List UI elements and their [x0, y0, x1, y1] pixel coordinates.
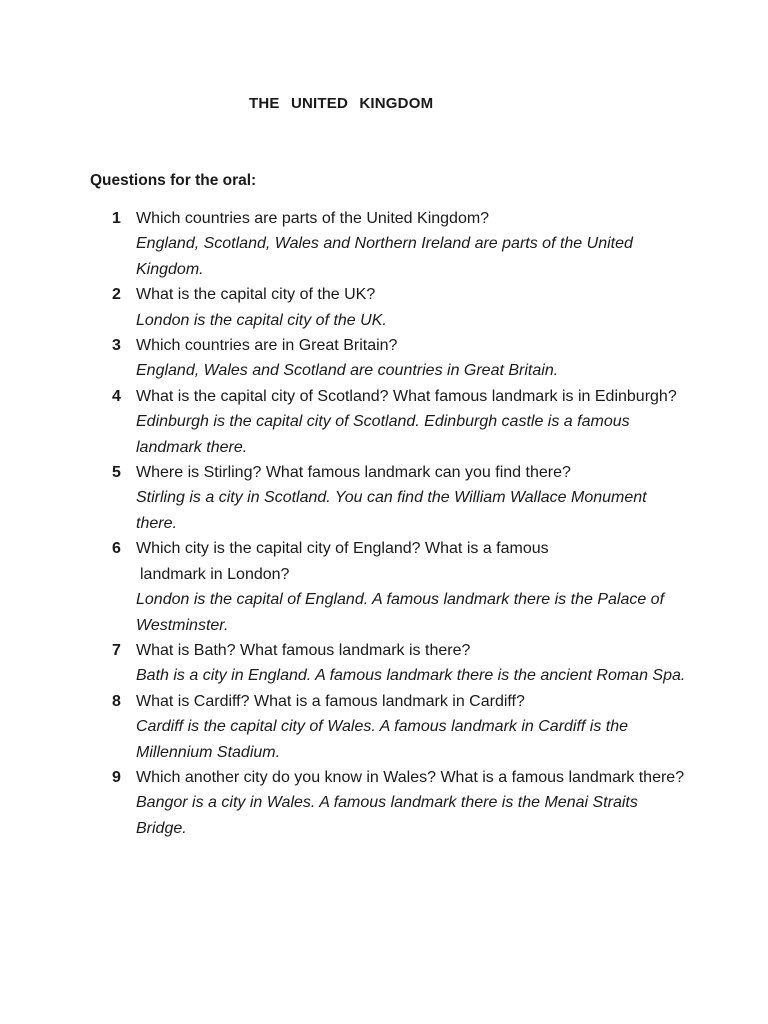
answer-text: England, Scotland, Wales and Northern Ireland are parts of the United Kingdom. [136, 235, 633, 278]
answer-text: Bangor is a city in Wales. A famous landmark there is the Menai Straits Bridge. [136, 794, 638, 837]
answer-text: Cardiff is the capital city of Wales. A famous landmark in Cardiff is the Millennium Stadium. [136, 718, 629, 761]
question-text: Which countries are in Great Britain? [136, 337, 398, 355]
answer-text: Bath is a city in England. A famous landmark there is the ancient Roman Spa. [136, 667, 686, 685]
item-number: 5 [112, 464, 121, 482]
item-number: 9 [112, 768, 121, 786]
item-number: 6 [112, 540, 121, 558]
question-text: Which countries are parts of the United Kingdom? [136, 210, 490, 227]
list-item [106, 282, 686, 333]
item-number: 8 [112, 692, 121, 710]
answer-text: Edinburgh is the capital city of Scotland. Edinburgh castle is a famous landmark there. [136, 413, 630, 456]
question-text: What is Cardiff? What is a famous landmark in Cardiff? [136, 692, 525, 710]
question-text: What is Bath? What famous landmark is there? [136, 641, 471, 659]
question-text: What is the capital city of Scotland? What famous landmark is in Edinburgh? [136, 387, 677, 405]
list-item [106, 333, 686, 384]
list-item [106, 765, 686, 841]
question-text: Where is Stirling? What famous landmark can you find there? [136, 464, 571, 482]
question-text-line-1: Which city is the capital city of England? What is a famous [136, 540, 549, 558]
answer-text: England, Wales and Scotland are countries in Great Britain. [136, 362, 559, 380]
question-list [106, 206, 686, 841]
question-text: Which another city do you know in Wales? What is a famous landmark there? [136, 768, 685, 786]
list-item [106, 536, 686, 638]
item-number: 2 [112, 286, 121, 304]
document-title: THE UNITED KINGDOM [249, 95, 434, 112]
question-text-line-2: landmark in London? [140, 565, 290, 583]
answer-text: London is the capital of England. A famous landmark there is the Palace of Westminster. [136, 591, 665, 634]
question-text: What is the capital city of the UK? [136, 286, 376, 304]
list-item [106, 206, 686, 282]
item-number: 1 [112, 210, 121, 227]
section-heading: Questions for the oral: [90, 172, 257, 189]
list-item [106, 460, 686, 536]
list-item [106, 638, 686, 689]
answer-text: London is the capital city of the UK. [136, 311, 387, 329]
answer-text: Stirling is a city in Scotland. You can find the William Wallace Monument there. [136, 489, 647, 532]
item-number: 4 [112, 387, 121, 405]
list-item [106, 689, 686, 765]
item-number: 3 [112, 337, 121, 355]
list-item [106, 384, 686, 460]
item-number: 7 [112, 641, 121, 659]
